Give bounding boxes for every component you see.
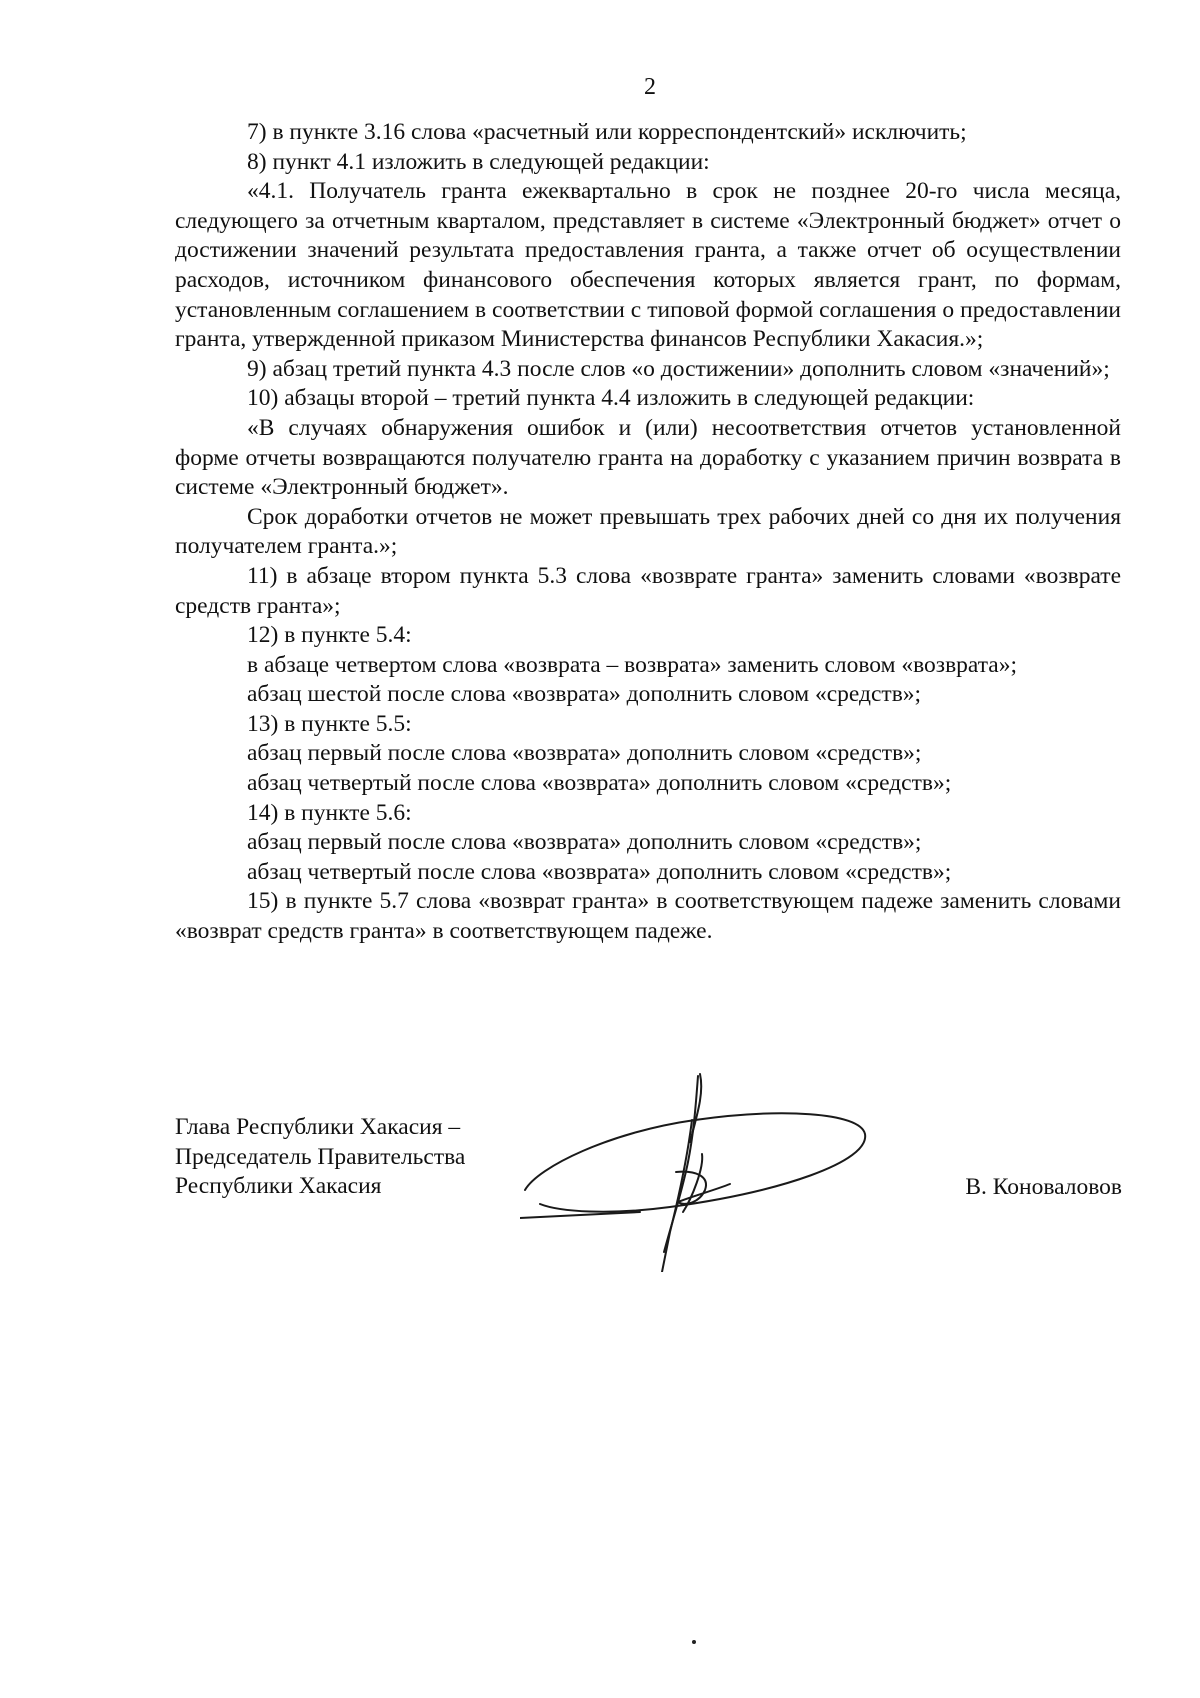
paragraph: 14) в пункте 5.6: (247, 799, 412, 826)
paragraph: «4.1. Получатель гранта ежеквартально в срок не позднее 20-го числа месяца, следующего за отчетным кварталом, представляет в системе «Электронный бюджет» отчет о достижении значений результата предоставления гранта, а также отчет об осуществлении расходов, источником финансового обеспечения которых является грант, по формам, установленным соглашением в соответствии с типовой формой соглашения о предоставлении гранта, утвержденной приказом Министерства финансов Республики Хакасия.»; (175, 178, 1121, 353)
signatory-title (175, 1113, 465, 1202)
paragraph: абзац первый после слова «возврата» дополнить словом «средств»; (247, 740, 922, 767)
signatory-title-line: Республики Хакасия (175, 1173, 382, 1200)
paragraph: в абзаце четвертом слова «возврата – возврата» заменить словом «возврата»; (247, 651, 1018, 678)
paragraph: абзац четвертый после слова «возврата» дополнить словом «средств»; (247, 770, 952, 797)
paragraph: 10) абзацы второй – третий пункта 4.4 изложить в следующей редакции: (247, 385, 975, 412)
scan-speck (692, 1640, 696, 1644)
paragraph: 7) в пункте 3.16 слова «расчетный или корреспондентский» исключить; (247, 119, 967, 145)
paragraph: «В случаях обнаружения ошибок и (или) несоответствия отчетов установленной форме отчеты возвращаются получателю гранта на доработку с указанием причин возврата в системе «Электронный бюджет». (175, 414, 1121, 501)
paragraph: 13) в пункте 5.5: (247, 710, 412, 737)
document-body (175, 118, 1121, 947)
paragraph: абзац шестой после слова «возврата» дополнить словом «средств»; (247, 681, 922, 708)
paragraph: Срок доработки отчетов не может превышать трех рабочих дней со дня их получения получателем гранта.»; (175, 503, 1121, 560)
paragraph: 8) пункт 4.1 изложить в следующей редакции: (247, 148, 710, 175)
paragraph: абзац первый после слова «возврата» дополнить словом «средств»; (247, 829, 922, 856)
paragraph: 11) в абзаце втором пункта 5.3 слова «возврате гранта» заменить словами «возврате средств гранта»; (175, 562, 1121, 619)
page-number: 2 (644, 74, 656, 100)
paragraph: 9) абзац третий пункта 4.3 после слов «о достижении» дополнить словом «значений»; (247, 355, 1110, 382)
handwritten-signature (520, 1072, 880, 1272)
signatory-title-line: Председатель Правительства (175, 1143, 466, 1170)
paragraph: 12) в пункте 5.4: (247, 622, 412, 649)
paragraph: 15) в пункте 5.7 слова «возврат гранта» в соответствующем падеже заменить словами «возврат средств гранта» в соответствующем падеже. (175, 888, 1121, 945)
signatory-title-line: Глава Республики Хакасия – (175, 1114, 461, 1140)
paragraph: абзац четвертый после слова «возврата» дополнить словом «средств»; (247, 858, 952, 885)
signer-name: В. Коноваловов (965, 1174, 1122, 1200)
